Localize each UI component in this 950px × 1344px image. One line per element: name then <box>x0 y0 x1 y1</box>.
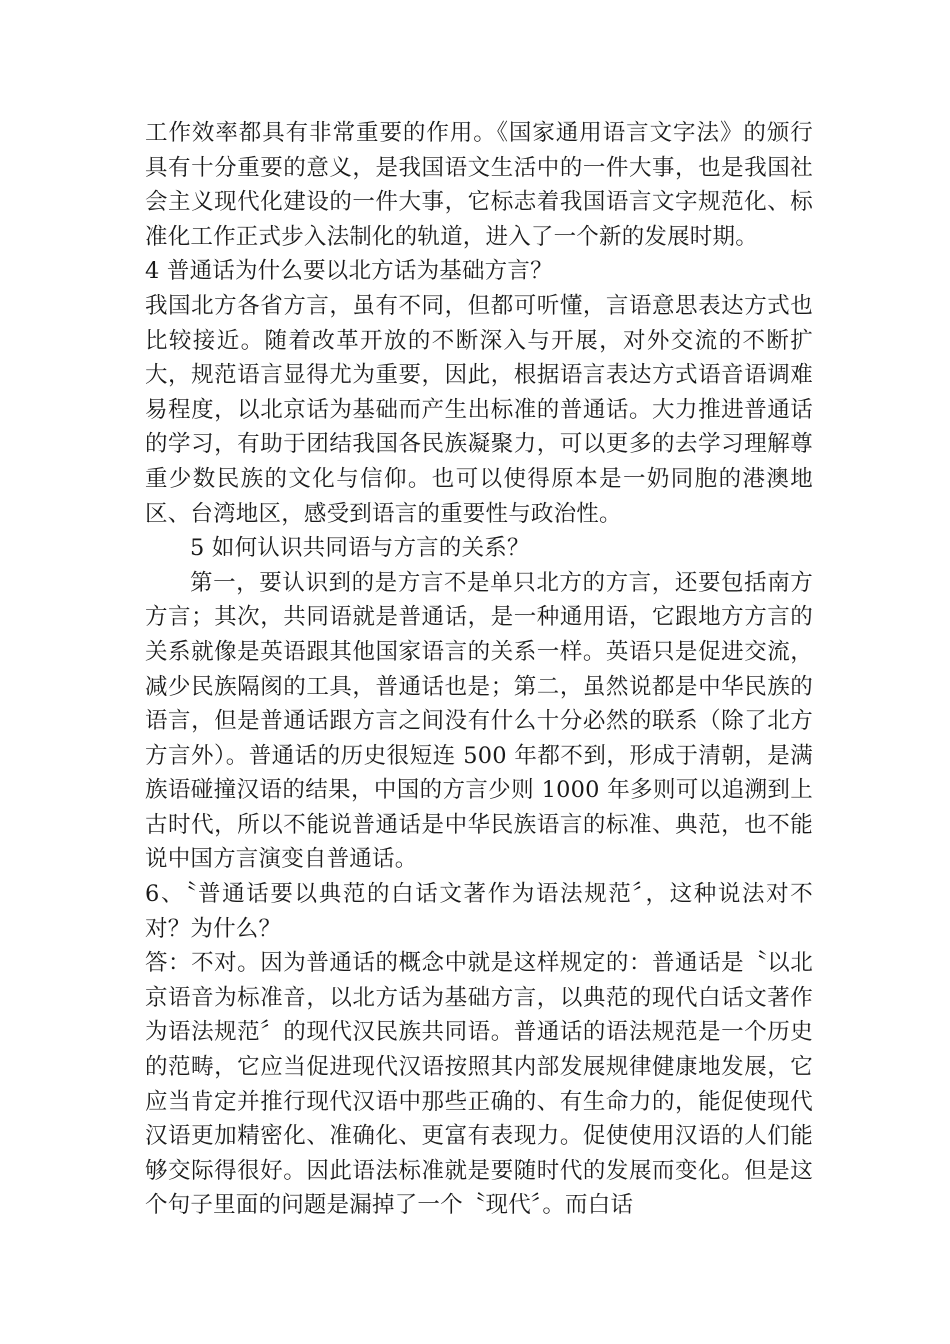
answer-4-paragraph: 我国北方各省方言，虽有不同，但都可听懂，言语意思表达方式也比较接近。随着改革开放的不断深入与开展，对外交流的不断扩大，规范语言显得尤为重要，因此，根据语言表达方式语音语调难易程度，以北京话为基础而产生出标准的普通话。大力推进普通话的学习，有助于团结我国各民族凝聚力，可以更多的去学习理解尊重少数民族的文化与信仰。也可以使得原本是一奶同胞的港澳地区、台湾地区，感受到语言的重要性与政治性。 <box>145 292 813 527</box>
question-5-heading: 5 如何认识共同语与方言的关系？ <box>190 535 530 562</box>
answer-5-paragraph: 第一，要认识到的是方言不是单只北方的方言，还要包括南方方言；其次，共同语就是普通话，是一种通用语，它跟地方方言的关系就像是英语跟其他国家语言的关系一样。英语只是促进交流，减少民族隔阂的工具，普通话也是；第二，虽然说都是中华民族的语言，但是普通话跟方言之间没有什么十分必然的联系（除了北方方言外）。普通话的历史很短连 500 年都不到，形成于清朝，是满族语碰撞汉语的结果，中国的方言少则 1000 年多则可以追溯到上古时代，所以不能说普通话是中华民族语言的标准、典范，也不能说中国方言演变自普通话。 <box>145 569 813 873</box>
answer-6-paragraph: 答：不对。因为普通话的概念中就是这样规定的：普通话是〝以北京语音为标准音，以北方话为基础方言，以典范的现代白话文著作为语法规范〞的现代汉民族共同语。普通话的语法规范是一个历史的范畴，它应当促进现代汉语按照其内部发展规律健康地发展，它应当肯定并推行现代汉语中那些正确的、有生命力的，能促使现代汉语更加精密化、准确化、更富有表现力。促使使用汉语的人们能够交际得很好。因此语法标准就是要随时代的发展而变化。但是这个句子里面的问题是漏掉了一个〝现代〞。而白话 <box>145 950 813 1219</box>
question-4-heading: 4 普通话为什么要以北方话为基础方言？ <box>145 258 553 285</box>
document-body <box>145 116 813 1223</box>
paragraph-intro: 工作效率都具有非常重要的作用。《国家通用语言文字法》的颁行具有十分重要的意义，是我国语文生活中的一件大事，也是我国社会主义现代化建设的一件大事，它标志着我国语言文字规范化、标准化工作正式步入法制化的轨道，进入了一个新的发展时期。 <box>145 120 813 250</box>
question-6-heading: 6、〝普通话要以典范的白话文著作为语法规范〞，这种说法对不对？为什么？ <box>145 881 813 942</box>
